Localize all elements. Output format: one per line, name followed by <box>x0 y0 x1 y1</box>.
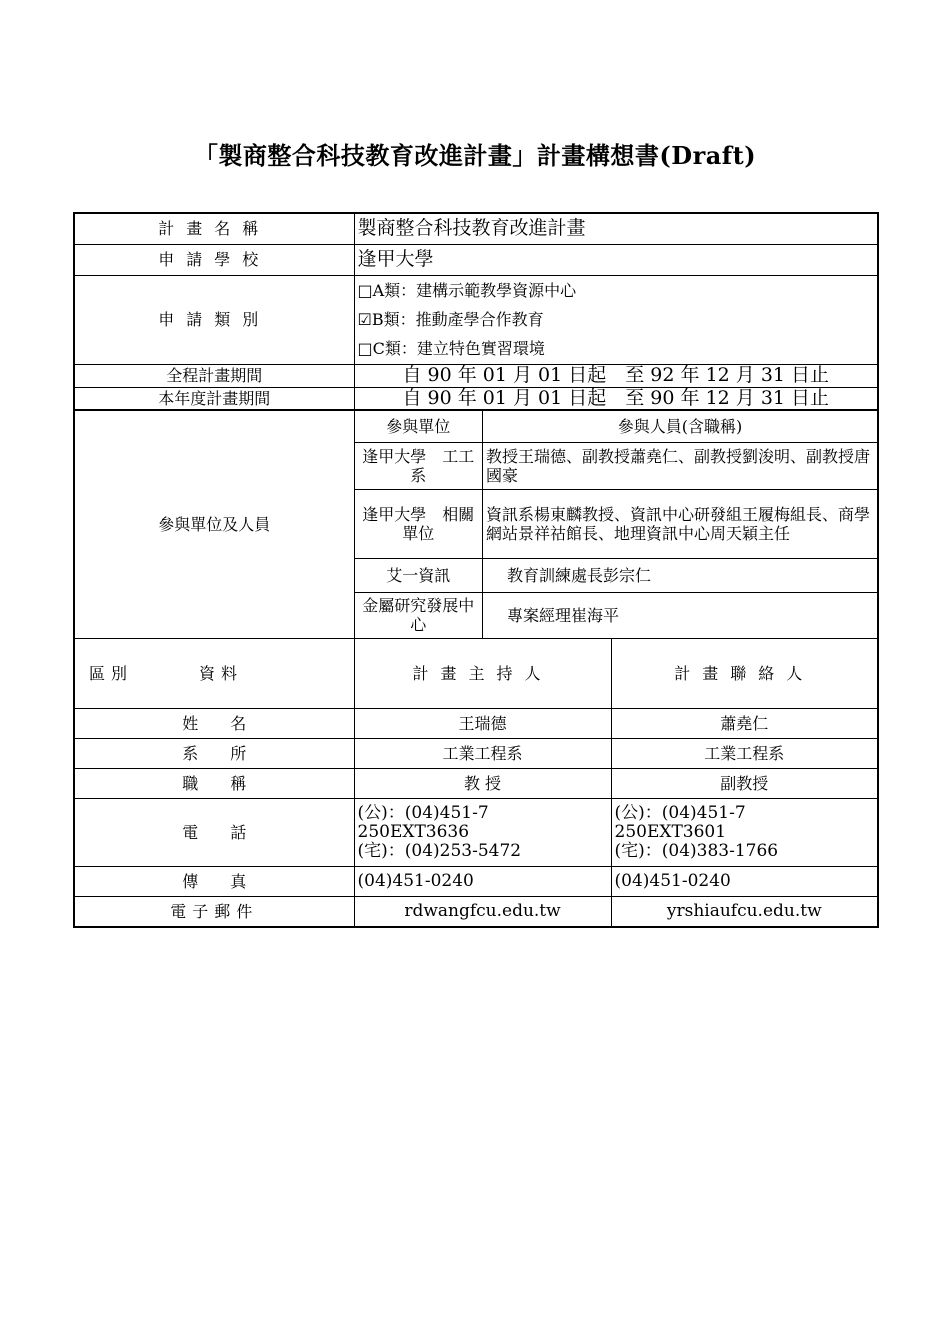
contact-phone-home: (宅)：(04)383-1766 <box>614 841 779 861</box>
pi-phone <box>354 799 611 867</box>
row-email <box>74 897 878 927</box>
header-unit: 參與單位 <box>355 411 483 442</box>
participant-unit: 金屬研究發展中心 <box>355 592 483 638</box>
row-plan-name <box>74 213 878 244</box>
department-label: 系 所 <box>74 739 354 769</box>
fax-label: 傳 真 <box>74 867 354 897</box>
pi-fax: (04)451-0240 <box>354 867 611 897</box>
checkbox-b[interactable]: ☑ <box>357 310 372 329</box>
header-pi: 計畫主持人 <box>354 639 611 709</box>
year-period-value: 自 90 年 01 月 01 日起 至 90 年 12 月 31 日止 <box>354 387 878 410</box>
category-option-b <box>358 305 875 334</box>
school-value: 逢甲大學 <box>354 244 878 275</box>
plan-name-label: 計畫名稱 <box>74 213 354 244</box>
participants-header <box>355 411 878 442</box>
title-label: 職 稱 <box>74 769 354 799</box>
plan-name-value: 製商整合科技教育改進計畫 <box>354 213 878 244</box>
contact-email[interactable]: yrshiaufcu.edu.tw <box>611 897 878 927</box>
pi-department: 工業工程系 <box>354 739 611 769</box>
participant-people: 資訊系楊東麟教授、資訊中心研發組王履梅組長、商學網站景祥祜館長、地理資訊中心周天穎主任 <box>483 489 878 558</box>
row-school <box>74 244 878 275</box>
full-period-value: 自 90 年 01 月 01 日起 至 92 年 12 月 31 日止 <box>354 364 878 387</box>
category-option-a <box>358 276 875 305</box>
contact-phone-office: (公)：(04)451-7250EXT3601 <box>614 803 746 842</box>
contact-header-label: 區別 資料 <box>74 639 354 709</box>
participant-row <box>355 592 878 638</box>
pi-email[interactable]: rdwangfcu.edu.tw <box>354 897 611 927</box>
checkbox-a[interactable]: □ <box>357 281 373 300</box>
proposal-table <box>73 212 879 928</box>
category-options <box>354 275 878 364</box>
row-phone <box>74 799 878 867</box>
phone-label: 電 話 <box>74 799 354 867</box>
school-label: 申請學校 <box>74 244 354 275</box>
contact-name: 蕭堯仁 <box>611 709 878 739</box>
participant-unit: 逢甲大學 工工系 <box>355 442 483 489</box>
category-option-a-text: A類：建構示範教學資源中心 <box>372 281 577 300</box>
pi-phone-home: (宅)：(04)253-5472 <box>357 841 522 861</box>
participant-people: 教授王瑞德、副教授蕭堯仁、副教授劉浚明、副教授唐國豪 <box>483 442 878 489</box>
contact-fax: (04)451-0240 <box>611 867 878 897</box>
row-department <box>74 739 878 769</box>
contact-phone <box>611 799 878 867</box>
participant-unit: 艾一資訊 <box>355 558 483 592</box>
name-label: 姓 名 <box>74 709 354 739</box>
participant-row <box>355 442 878 489</box>
full-period-label: 全程計畫期間 <box>74 364 354 387</box>
participants-table <box>355 411 878 638</box>
category-option-c-text: C類：建立特色實習環境 <box>372 339 545 358</box>
contact-title: 副教授 <box>611 769 878 799</box>
participants-label: 參與單位及人員 <box>74 410 354 639</box>
header-contact: 計畫聯絡人 <box>611 639 878 709</box>
header-people: 參與人員(含職稱) <box>483 411 878 442</box>
participant-unit: 逢甲大學 相關單位 <box>355 489 483 558</box>
row-year-period <box>74 387 878 410</box>
row-full-period <box>74 364 878 387</box>
category-label: 申請類別 <box>74 275 354 364</box>
row-title <box>74 769 878 799</box>
pi-phone-office: (公)：(04)451-7250EXT3636 <box>357 803 489 842</box>
row-fax <box>74 867 878 897</box>
row-name <box>74 709 878 739</box>
category-option-b-text: B類：推動產學合作教育 <box>371 310 544 329</box>
participant-people: 教育訓練處長彭宗仁 <box>483 558 878 592</box>
participant-row <box>355 558 878 592</box>
category-option-c <box>358 334 875 363</box>
contact-department: 工業工程系 <box>611 739 878 769</box>
pi-name: 王瑞德 <box>354 709 611 739</box>
participant-people: 專案經理崔海平 <box>483 592 878 638</box>
participants-cell <box>354 410 878 639</box>
checkbox-c[interactable]: □ <box>357 339 373 358</box>
row-contact-header <box>74 639 878 709</box>
pi-title: 教 授 <box>354 769 611 799</box>
row-participants <box>74 410 878 639</box>
year-period-label: 本年度計畫期間 <box>74 387 354 410</box>
participant-row <box>355 489 878 558</box>
email-label: 電子郵件 <box>74 897 354 927</box>
document-title: 「製商整合科技教育改進計畫」計畫構想書(Draft) <box>193 141 757 170</box>
row-category <box>74 275 878 364</box>
